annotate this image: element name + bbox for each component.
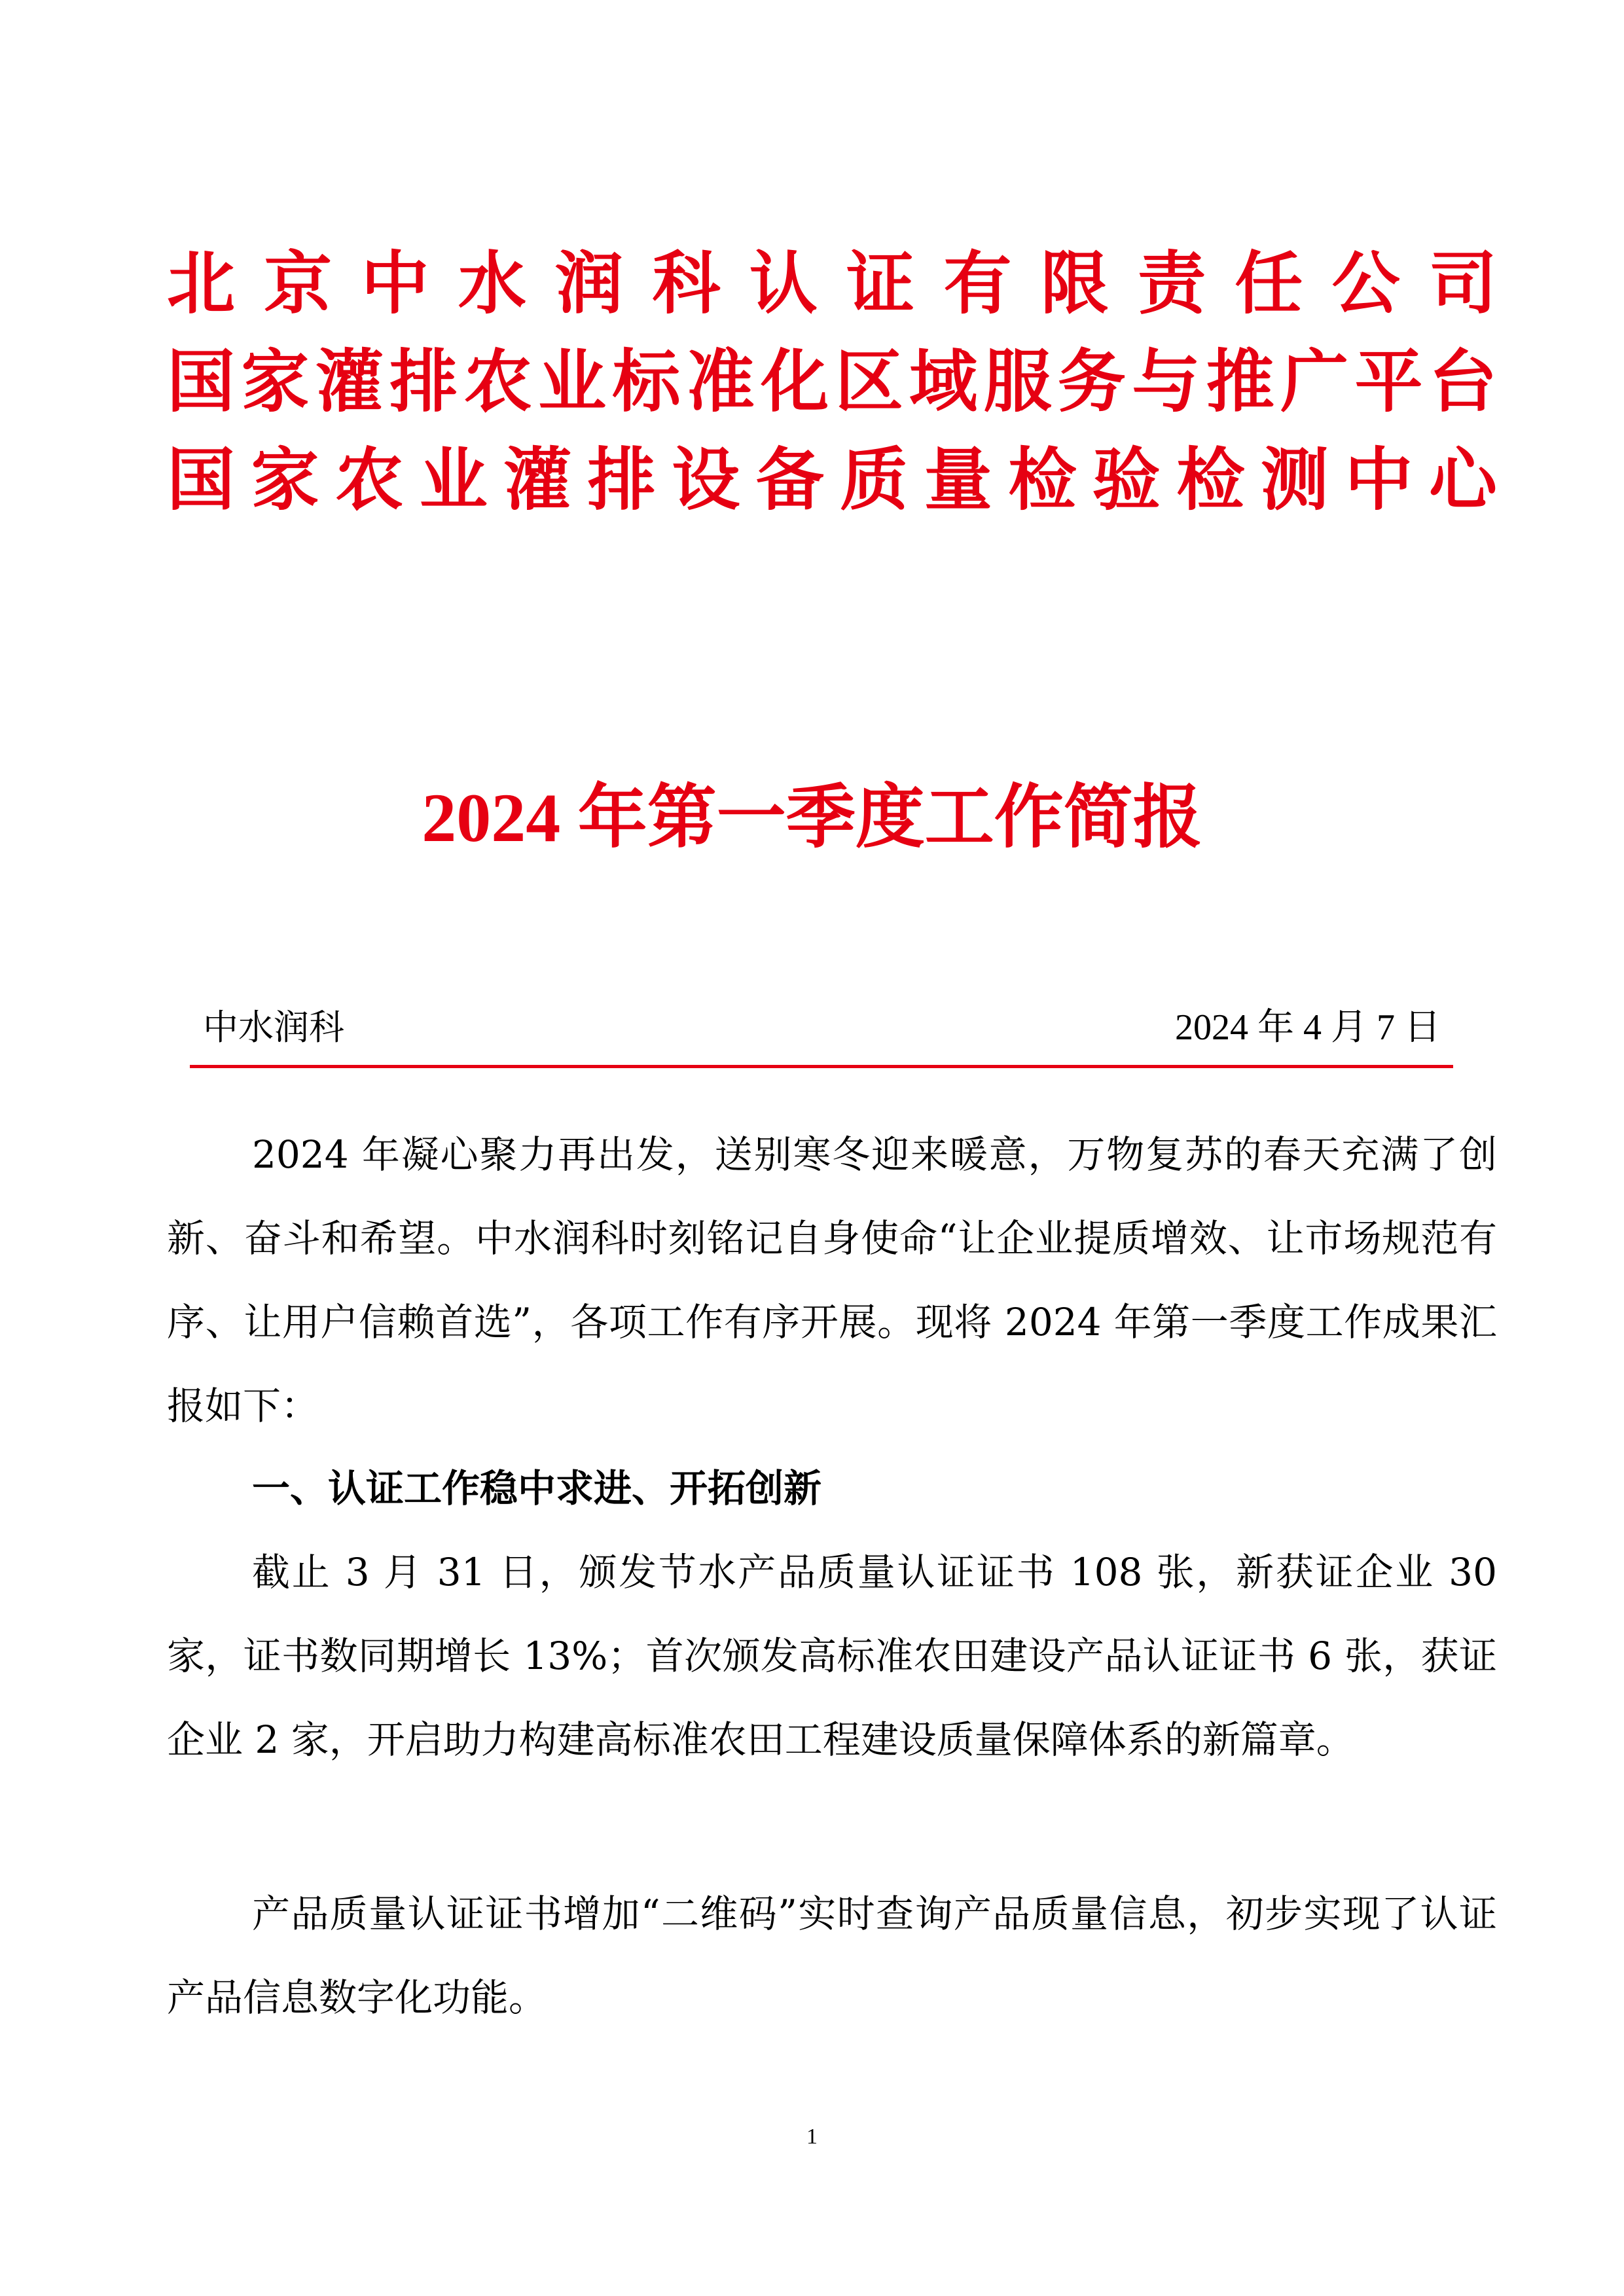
section-heading-1: 一、认证工作稳中求进、开拓创新 xyxy=(252,1466,822,1511)
document-title: 2024 年第一季度工作简报 xyxy=(422,780,1202,856)
intro-paragraph xyxy=(167,1113,1497,1448)
issue-date: 2024 年 4 月 7 日 xyxy=(1175,1007,1441,1048)
section1-paragraph-2 xyxy=(167,1872,1497,2039)
red-divider xyxy=(190,1065,1453,1068)
org-name-line-2: 国家灌排农业标准化区域服务与推广平台 xyxy=(167,342,1497,422)
org-name-line-3: 国家农业灌排设备质量检验检测中心 xyxy=(167,440,1497,520)
intro-text: 2024 年凝心聚力再出发，送别寒冬迎来暖意，万物复苏的春天充满了创新、奋斗和希望。中水润科时刻铭记自身使命“让企业提质增效、让市场规范有序、让用户信赖首选”，各项工作有序开展。现将 2024 年第一季度工作成果汇报如下： xyxy=(167,1132,1497,1428)
org-name-line-1: 北京中水润科认证有限责任公司 xyxy=(167,243,1497,323)
section1-paragraph-1 xyxy=(167,1530,1497,1782)
issuer-name: 中水润科 xyxy=(203,1007,344,1048)
section1-text-2: 产品质量认证证书增加“二维码”实时查询产品质量信息，初步实现了认证产品信息数字化功能。 xyxy=(167,1892,1497,2020)
page-number: 1 xyxy=(806,2125,818,2149)
section1-text-1: 截止 3 月 31 日，颁发节水产品质量认证证书 108 张，新获证企业 30 家，证书数同期增长 13%；首次颁发高标准农田建设产品认证证书 6 张，获证企业 2 家，开启助力构建高标准农田工程建设质量保障体系的新篇章。 xyxy=(167,1550,1497,1762)
